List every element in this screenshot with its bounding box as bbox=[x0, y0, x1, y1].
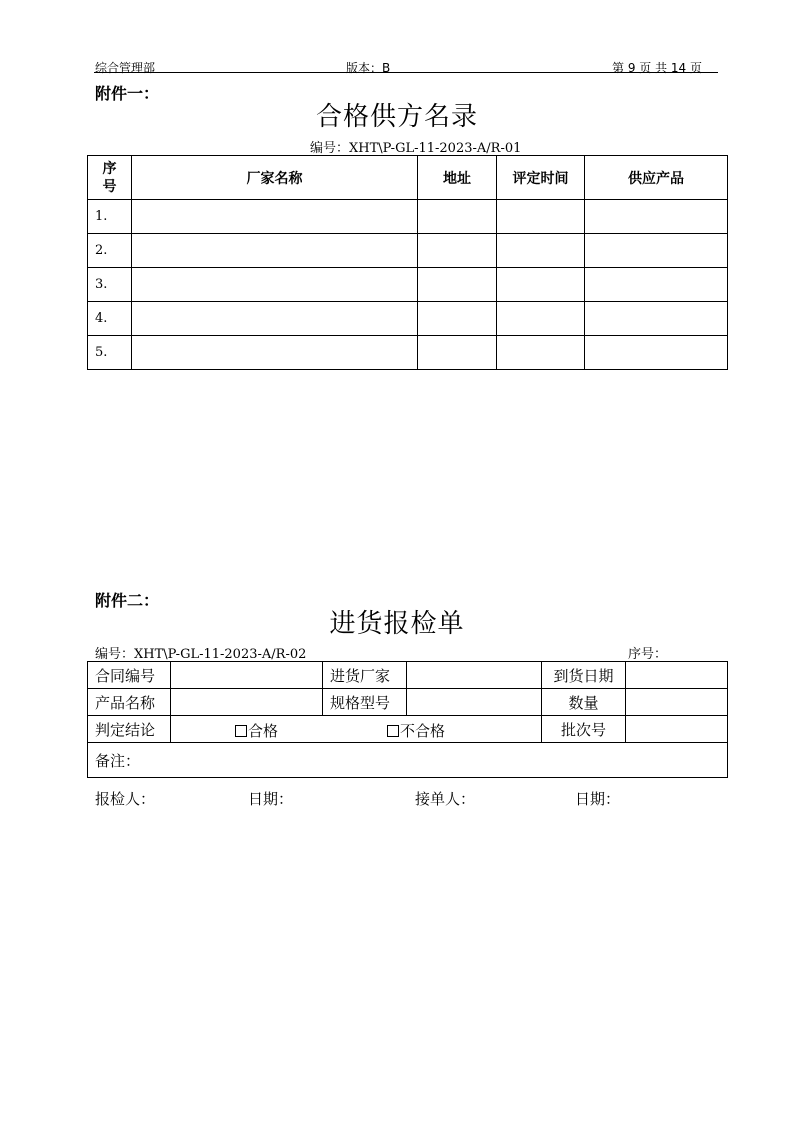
page-indicator: 第 9 页 共 14 页 bbox=[612, 61, 702, 75]
checkbox-icon[interactable] bbox=[387, 725, 399, 737]
qualified-supplier-table bbox=[87, 155, 728, 370]
address-cell[interactable] bbox=[418, 268, 497, 302]
supplier-name-cell[interactable] bbox=[132, 336, 418, 370]
date2-label: 日期： bbox=[575, 790, 621, 808]
row-number: 5. bbox=[88, 336, 132, 370]
form-row bbox=[88, 716, 728, 743]
arrival-date-label: 到货日期 bbox=[542, 662, 626, 689]
product-cell[interactable] bbox=[585, 268, 728, 302]
col-header-evaluation-date: 评定时间 bbox=[497, 156, 585, 200]
quantity-label: 数量 bbox=[542, 689, 626, 716]
table-row bbox=[88, 200, 728, 234]
batch-no-field[interactable] bbox=[626, 716, 728, 743]
evaluation-date-cell[interactable] bbox=[497, 234, 585, 268]
evaluation-date-cell[interactable] bbox=[497, 336, 585, 370]
address-cell[interactable] bbox=[418, 302, 497, 336]
date1-label: 日期： bbox=[248, 790, 294, 808]
annex1-label: 附件一： bbox=[95, 84, 160, 103]
serial-label: 序号： bbox=[628, 647, 668, 662]
row-number: 2. bbox=[88, 234, 132, 268]
annex1-code: 编号：XHT\P-GL-11-2023-A/R-01 bbox=[310, 141, 522, 156]
evaluation-date-cell[interactable] bbox=[497, 302, 585, 336]
fail-label: 不合格 bbox=[400, 722, 446, 740]
supplier-field[interactable] bbox=[407, 662, 542, 689]
conclusion-field bbox=[171, 716, 542, 743]
col-header-supplied-product: 供应产品 bbox=[585, 156, 728, 200]
address-cell[interactable] bbox=[418, 200, 497, 234]
supplier-name-cell[interactable] bbox=[132, 234, 418, 268]
supplier-name-cell[interactable] bbox=[132, 200, 418, 234]
form-row bbox=[88, 743, 728, 778]
product-cell[interactable] bbox=[585, 234, 728, 268]
quantity-field[interactable] bbox=[626, 689, 728, 716]
row-number: 3. bbox=[88, 268, 132, 302]
conclusion-label: 判定结论 bbox=[88, 716, 171, 743]
supplier-name-cell[interactable] bbox=[132, 302, 418, 336]
contract-no-label: 合同编号 bbox=[88, 662, 171, 689]
incoming-inspection-form bbox=[87, 661, 728, 778]
annex2-label: 附件二： bbox=[95, 591, 160, 610]
row-number: 4. bbox=[88, 302, 132, 336]
receiver-label: 接单人： bbox=[415, 790, 476, 808]
supplier-name-cell[interactable] bbox=[132, 268, 418, 302]
department-label: 综合管理部 bbox=[95, 61, 156, 75]
product-cell[interactable] bbox=[585, 200, 728, 234]
annex2-code: 编号：XHT\P-GL-11-2023-A/R-02 bbox=[95, 647, 307, 662]
product-cell[interactable] bbox=[585, 302, 728, 336]
supplier-label: 进货厂家 bbox=[323, 662, 407, 689]
pass-label: 合格 bbox=[248, 722, 279, 740]
address-cell[interactable] bbox=[418, 234, 497, 268]
fail-option[interactable] bbox=[387, 720, 445, 741]
version-label: 版本：B bbox=[346, 61, 391, 75]
inspector-label: 报检人： bbox=[95, 790, 156, 808]
col-header-serial: 序 号 bbox=[88, 156, 132, 200]
header-divider bbox=[94, 72, 718, 73]
batch-no-label: 批次号 bbox=[542, 716, 626, 743]
spec-model-label: 规格型号 bbox=[323, 689, 407, 716]
form-row bbox=[88, 689, 728, 716]
product-name-field[interactable] bbox=[171, 689, 323, 716]
annex2-title: 进货报检单 bbox=[329, 609, 465, 639]
arrival-date-field[interactable] bbox=[626, 662, 728, 689]
checkbox-icon[interactable] bbox=[235, 725, 247, 737]
form-row bbox=[88, 662, 728, 689]
contract-no-field[interactable] bbox=[171, 662, 323, 689]
table-row bbox=[88, 234, 728, 268]
annex1-title: 合格供方名录 bbox=[315, 102, 478, 132]
table-header-row bbox=[88, 156, 728, 200]
remarks-label: 备注： bbox=[95, 751, 141, 770]
col-header-supplier-name: 厂家名称 bbox=[132, 156, 418, 200]
product-cell[interactable] bbox=[585, 336, 728, 370]
col-header-address: 地址 bbox=[418, 156, 497, 200]
evaluation-date-cell[interactable] bbox=[497, 268, 585, 302]
table-row bbox=[88, 336, 728, 370]
table-row bbox=[88, 302, 728, 336]
row-number: 1. bbox=[88, 200, 132, 234]
evaluation-date-cell[interactable] bbox=[497, 200, 585, 234]
product-name-label: 产品名称 bbox=[88, 689, 171, 716]
remarks-field[interactable] bbox=[88, 743, 728, 778]
address-cell[interactable] bbox=[418, 336, 497, 370]
spec-model-field[interactable] bbox=[407, 689, 542, 716]
pass-option[interactable] bbox=[235, 720, 278, 741]
table-row bbox=[88, 268, 728, 302]
